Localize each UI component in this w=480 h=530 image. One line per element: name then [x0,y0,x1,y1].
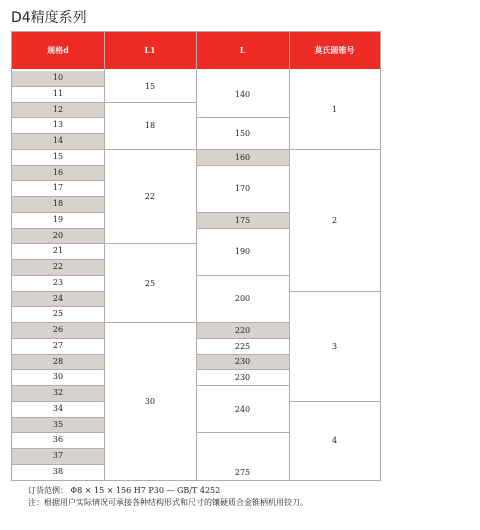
row-line [12,401,104,402]
row-line [12,275,104,276]
order-example: 订货范例： Φ8 × 15 × 156 H7 P30 — GB/T 4252 [28,486,221,495]
group-line [196,117,289,118]
header-l: L [239,45,246,55]
d-cell: 20 [12,229,104,244]
group-line [196,369,289,370]
l-cell: 230 [234,373,251,383]
row-line [12,165,104,166]
d-cell: 10 [12,71,104,86]
row-line [12,385,104,386]
column-line [196,32,197,481]
l-cell: 275 [234,467,251,477]
d-cell: 15 [52,151,64,161]
row-line [12,464,104,465]
group-line [289,291,380,292]
l-cell: 170 [234,184,251,194]
group-line [196,275,289,276]
column-line [104,32,105,481]
row-line [12,338,104,339]
group-line [196,385,289,386]
row-line [12,117,104,118]
group-line [104,149,196,150]
l1-cell: 22 [144,192,156,201]
l-cell: 150 [234,129,251,138]
group-line [104,102,196,103]
d-cell: 19 [52,214,64,224]
header-d: 规格d [47,45,69,55]
row-line [12,417,104,418]
d-cell: 38 [52,466,64,476]
l1-cell: 30 [144,396,156,406]
row-line [12,228,104,229]
row-line [12,149,104,150]
d-cell: 12 [12,103,104,118]
d-cell: 30 [52,372,64,382]
l-cell: 225 [234,341,251,351]
d-cell: 21 [52,246,64,256]
group-line [196,322,289,323]
precision-table [11,31,381,481]
l1-cell: 18 [144,121,156,131]
row-line [12,259,104,260]
row-line [12,180,104,181]
row-line [12,196,104,197]
l-cell: 220 [196,323,289,338]
l1-cell: 15 [144,81,156,91]
morse-cell: 1 [331,105,338,115]
l-cell: 200 [234,294,251,304]
d-cell: 28 [12,355,104,370]
header-morse: 莫氏圆锥号 [314,45,355,55]
l1-cell: 25 [144,278,156,288]
row-line [12,102,104,103]
d-cell: 18 [12,197,104,212]
l-cell: 160 [196,150,289,165]
group-line [196,149,289,150]
group-line [196,432,289,433]
l-cell: 190 [234,247,251,257]
group-line [104,322,196,323]
d-cell: 32 [12,386,104,401]
group-line [196,228,289,229]
d-cell: 34 [52,403,64,413]
column-line [289,32,290,481]
d-cell: 27 [52,340,64,350]
row-line [12,291,104,292]
group-line [196,212,289,213]
group-line [196,338,289,339]
d-cell: 37 [12,449,104,464]
d-cell: 36 [52,435,64,445]
row-line [12,243,104,244]
d-cell: 16 [12,166,104,181]
group-line [196,165,289,166]
d-cell: 13 [52,120,64,130]
row-line [12,306,104,307]
morse-cell: 3 [331,341,338,351]
d-cell: 23 [52,277,64,287]
row-line [12,212,104,213]
d-cell: 24 [12,292,104,307]
group-line [289,401,380,402]
l-cell: 240 [234,404,251,414]
row-line [12,369,104,370]
group-line [196,354,289,355]
d-cell: 35 [12,418,104,433]
l-cell: 140 [234,89,251,99]
d-cell: 14 [12,134,104,149]
morse-cell: 2 [331,215,338,225]
row-line [12,322,104,323]
d-cell: 11 [52,88,64,98]
d-cell: 17 [52,183,64,193]
group-line [289,149,380,150]
row-line [12,86,104,87]
header-l1: L1 [144,45,156,55]
l-cell: 230 [196,355,289,370]
d-cell: 22 [12,260,104,275]
d-cell: 25 [52,309,64,319]
l-cell: 175 [196,213,289,228]
morse-cell: 4 [331,436,338,446]
d-cell: 26 [12,323,104,338]
row-line [12,133,104,134]
row-line [12,432,104,433]
page-title: D4精度系列 [11,10,87,26]
group-line [104,243,196,244]
row-line [12,448,104,449]
remark-note: 注：根据用户实际情况可承接各种结构形式和尺寸的镶硬质合金锥柄机用铰刀。 [28,498,308,507]
row-line [12,354,104,355]
